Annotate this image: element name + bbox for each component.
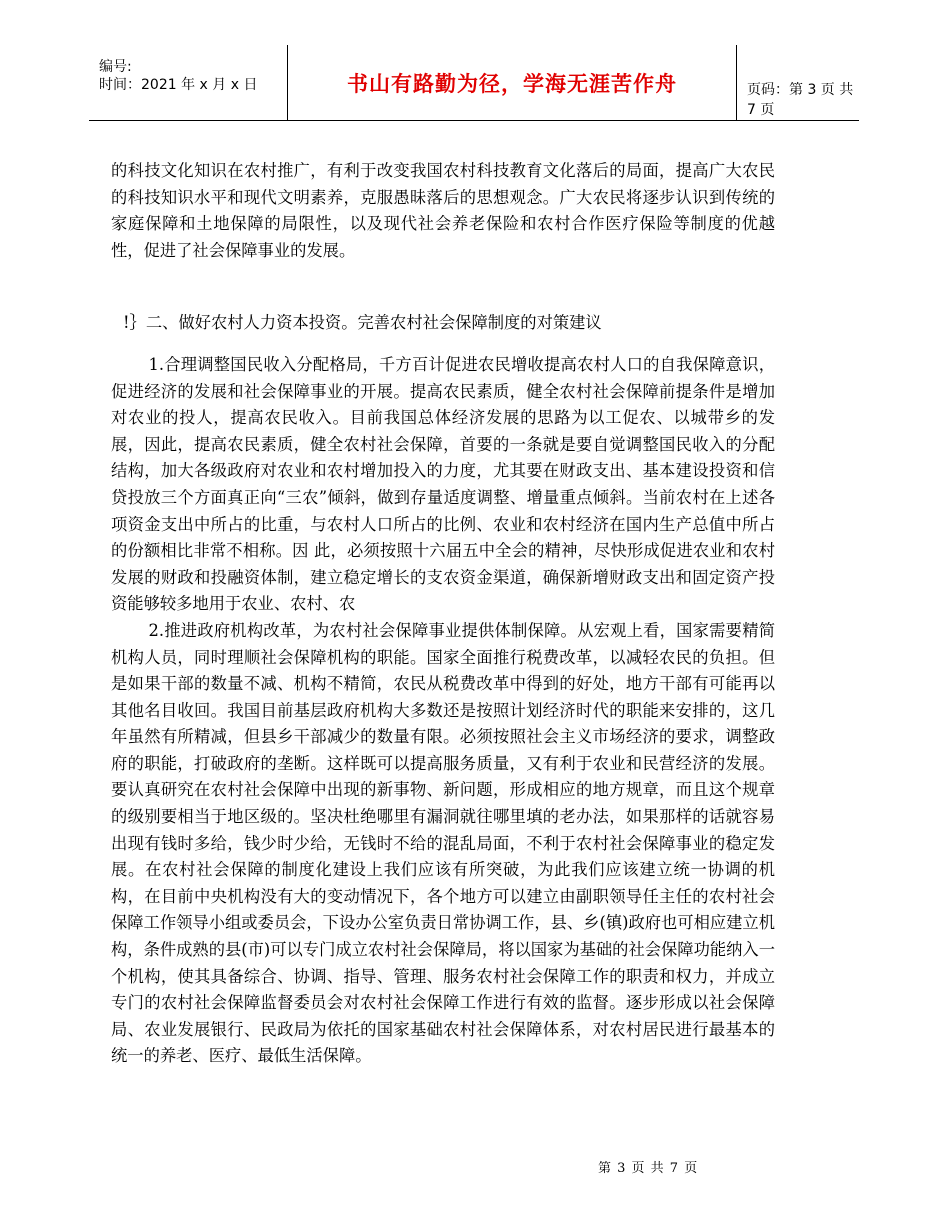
page-footer: 第 3 页 共 7 页 bbox=[598, 1161, 699, 1176]
code-label: 编号: bbox=[99, 59, 132, 75]
section-heading: !｝二、做好农村人力资本投资。完善农村社会保障制度的对策建议 bbox=[123, 313, 602, 333]
header-meta bbox=[99, 58, 257, 94]
document-body bbox=[111, 158, 775, 1070]
paragraph-1: 的科技文化知识在农村推广，有利于改变我国农村科技教育文化落后的局面，提高广大农民的科技知识水平和现代文明素养，克服愚昧落后的思想观念。广大农民将逐步认识到传统的家庭保障和土地保障的局限性，以及现代社会养老保险和农村合作医疗保险等制度的优越性，促进了社会保障事业的发展。 bbox=[111, 161, 775, 260]
header-motto: 书山有路勤为径，学海无涯苦作舟 bbox=[287, 45, 737, 120]
header-page-label: 页码：第 3 页 共 7 页 bbox=[747, 82, 854, 118]
time-label: 时间：2021 年 x 月 x 日 bbox=[99, 77, 258, 93]
paragraph-3: 2.推进政府机构改革，为农村社会保障事业提供体制保障。从宏观上看，国家需要精简机构人员，同时理顺社会保障机构的职能。国家全面推行税费改革，以减轻农民的负担。但是如果干部的数量不减、机构不精简，农民从税费改革中得到的好处，地方干部有可能再以其他名目收回。我国目前基层政府机构大多数还是按照计划经济时代的职能来安排的，这几年虽然有所精减，但县乡干部减少的数量有限。必须按照社会主义市场经济的要求，调整政府的职能，打破政府的垄断。这样既可以提高服务质量，又有利于农业和民营经济的发展。要认真研究在农村社会保障中出现的新事物、新问题，形成相应的地方规章，而且这个规章的级别要相当于地区级的。坚决杜绝哪里有漏洞就往哪里填的老办法，如果那样的话就容易出现有钱时多给，钱少时少给，无钱时不给的混乱局面，不利于农村社会保障事业的稳定发展。在农村社会保障的制度化建设上我们应该有所突破，为此我们应该建立统一协调的机构，在目前中央机构没有大的变动情况下，各个地方可以建立由副职领导任主任的农村社会保障工作领导小组或委员会，下设办公室负责日常协调工作，县、乡(镇)政府也可相应建立机构，条件成熟的县(市)可以专门成立农村社会保障局，将以国家为基础的社会保障功能纳入一个机构，使其具备综合、协调、指导、管理、服务农村社会保障工作的职责和权力，并成立专门的农村社会保障监督委员会对农村社会保障工作进行有效的监督。逐步形成以社会保障局、农业发展银行、民政局为依托的国家基础农村社会保障体系，对农村居民进行最基本的统一的养老、医疗、最低生活保障。 bbox=[111, 620, 775, 1066]
paragraph-2: 1.合理调整国民收入分配格局，千方百计促进农民增收提高农村人口的自我保障意识，促进经济的发展和社会保障事业的开展。提高农民素质，健全农村社会保障前提条件是增加对农业的投人，提高农民收入。目前我国总体经济发展的思路为以工促农、以城带乡的发展，因此，提高农民素质，健全农村社会保障，首要的一条就是要自觉调整国民收入的分配结构，加大各级政府对农业和农村增加投入的力度，尤其要在财政支出、基本建设投资和信贷投放三个方面真正向“三农”倾斜，做到存量适度调整、增量重点倾斜。当前农村在上述各项资金支出中所占的比重，与农村人口所占的比例、农业和农村经济在国内生产总值中所占的份额相比非常不相称。因 此，必须按照十六届五中全会的精神，尽快形成促进农业和农村发展的财政和投融资体制，建立稳定增长的支农资金渠道，确保新增财政支出和固定资产投资能够较多地用于农业、农村、农 bbox=[111, 354, 775, 614]
page-header bbox=[89, 45, 859, 121]
